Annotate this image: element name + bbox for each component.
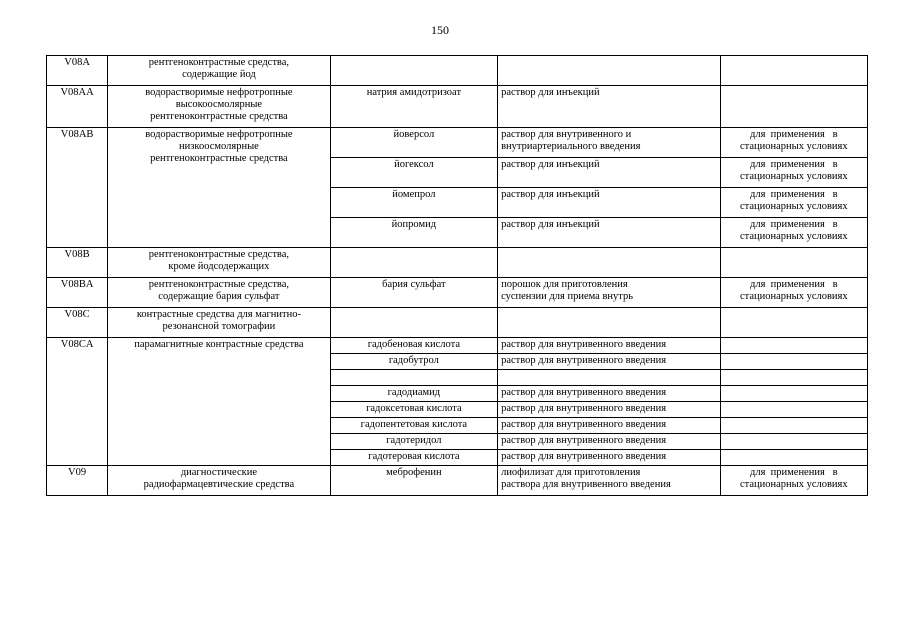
note-cell: [720, 278, 867, 308]
atc-code-cell: V08AA: [47, 86, 108, 128]
form-line: раствор для инъекций: [501, 219, 600, 230]
dosage-form-cell: [498, 466, 721, 496]
group-name-cell: [108, 248, 331, 278]
group-line: рентгеноконтрастные средства: [150, 153, 288, 164]
dosage-form-cell: [498, 370, 721, 386]
note-cell: [720, 338, 867, 354]
table-row: [47, 278, 868, 308]
form-line: раствор для инъекций: [501, 87, 600, 98]
dosage-form-cell: [498, 248, 721, 278]
group-line: парамагнитные контрастные средства: [134, 339, 304, 350]
table-row: [47, 466, 868, 496]
drug-name-cell: натрия амидотризоат: [330, 86, 497, 128]
dosage-form-cell: [498, 86, 721, 128]
atc-code-cell: V08A: [47, 56, 108, 86]
drug-name-cell: [330, 248, 497, 278]
note-cell: [720, 188, 867, 218]
group-name-cell: [108, 338, 331, 466]
note-cell: [720, 158, 867, 188]
group-line: рентгеноконтрастные средства,: [148, 57, 290, 68]
atc-code-cell: V09: [47, 466, 108, 496]
drug-name-cell: йогексол: [330, 158, 497, 188]
note-cell: [720, 86, 867, 128]
table-row: [47, 248, 868, 278]
table-row: [47, 338, 868, 354]
dosage-form-cell: [498, 56, 721, 86]
note-cell: [720, 418, 867, 434]
form-line: внутриартериального введения: [501, 141, 641, 152]
table-row: [47, 308, 868, 338]
page-number: 150: [431, 23, 449, 37]
drug-name-cell: меброфенин: [330, 466, 497, 496]
table-row: [47, 128, 868, 158]
note-line: для применения в: [749, 279, 838, 290]
group-name-cell: [108, 308, 331, 338]
atc-code-cell: V08BA: [47, 278, 108, 308]
note-cell: [720, 218, 867, 248]
note-cell: [720, 386, 867, 402]
group-line: диагностические: [180, 467, 257, 478]
group-line: рентгеноконтрастные средства,: [148, 279, 290, 290]
group-name-cell: [108, 466, 331, 496]
group-line: низкоосмолярные: [179, 141, 259, 152]
form-line: лиофилизат для приготовления: [501, 467, 641, 478]
drug-name-cell: йопромид: [330, 218, 497, 248]
group-name-cell: [108, 56, 331, 86]
form-line: суспензии для приема внутрь: [501, 291, 634, 302]
group-name-cell: [108, 128, 331, 248]
note-line: стационарных условиях: [739, 231, 848, 242]
table-row: [47, 56, 868, 86]
drug-name-cell: [330, 56, 497, 86]
drug-name-cell: бария сульфат: [330, 278, 497, 308]
dosage-form-cell: [498, 218, 721, 248]
group-line: резонансной томографии: [162, 321, 276, 332]
dosage-form-cell: раствор для внутривенного введения: [498, 418, 721, 434]
note-cell: [720, 354, 867, 370]
note-cell: [720, 370, 867, 386]
form-line: раствор для инъекций: [501, 189, 600, 200]
drug-name-cell: гадодиамид: [330, 386, 497, 402]
group-line: рентгеноконтрастные средства,: [148, 249, 290, 260]
drug-classification-table: [46, 55, 868, 496]
drug-name-cell: йоверсол: [330, 128, 497, 158]
dosage-form-cell: [498, 158, 721, 188]
form-line: раствор для внутривенного и: [501, 129, 632, 140]
note-line: стационарных условиях: [739, 171, 848, 182]
note-cell: [720, 402, 867, 418]
note-cell: [720, 248, 867, 278]
dosage-form-cell: раствор для внутривенного введения: [498, 434, 721, 450]
dosage-form-cell: раствор для внутривенного введения: [498, 386, 721, 402]
note-cell: [720, 450, 867, 466]
note-cell: [720, 434, 867, 450]
group-name-cell: [108, 86, 331, 128]
note-line: для применения в: [749, 129, 838, 140]
group-line: высокоосмолярные: [175, 99, 263, 110]
group-name-cell: [108, 278, 331, 308]
dosage-form-cell: раствор для внутривенного введения: [498, 450, 721, 466]
group-line: водорастворимые нефротропные: [145, 129, 293, 140]
dosage-form-cell: [498, 308, 721, 338]
note-cell: [720, 308, 867, 338]
drug-name-cell: йомепрол: [330, 188, 497, 218]
note-line: стационарных условиях: [739, 141, 848, 152]
dosage-form-cell: раствор для внутривенного введения: [498, 354, 721, 370]
table-row: [47, 86, 868, 128]
group-line: содержащие йод: [182, 69, 256, 80]
drug-name-cell: гадоксетовая кислота: [330, 402, 497, 418]
note-line: стационарных условиях: [739, 291, 848, 302]
dosage-form-cell: [498, 278, 721, 308]
atc-code-cell: V08CA: [47, 338, 108, 466]
drug-name-cell: [330, 370, 497, 386]
form-line: раствора для внутривенного введения: [501, 479, 671, 490]
note-cell: [720, 56, 867, 86]
note-line: для применения в: [749, 467, 838, 478]
atc-code-cell: V08AB: [47, 128, 108, 248]
dosage-form-cell: [498, 188, 721, 218]
form-line: порошок для приготовления: [501, 279, 628, 290]
drug-name-cell: гадотеридол: [330, 434, 497, 450]
form-line: раствор для инъекций: [501, 159, 600, 170]
group-line: контрастные средства для магнитно-: [136, 309, 301, 320]
dosage-form-cell: [498, 128, 721, 158]
group-line: содержащие бария сульфат: [158, 291, 280, 302]
note-cell: [720, 128, 867, 158]
group-line: кроме йодсодержащих: [168, 261, 270, 272]
note-line: для применения в: [749, 219, 838, 230]
note-line: для применения в: [749, 189, 838, 200]
drug-name-cell: гадопентетовая кислота: [330, 418, 497, 434]
drug-name-cell: гадобутрол: [330, 354, 497, 370]
drug-name-cell: гадотеровая кислота: [330, 450, 497, 466]
drug-name-cell: гадобеновая кислота: [330, 338, 497, 354]
dosage-form-cell: раствор для внутривенного введения: [498, 402, 721, 418]
group-line: радиофармацевтические средства: [143, 479, 295, 490]
group-line: водорастворимые нефротропные: [145, 87, 293, 98]
dosage-form-cell: раствор для внутривенного введения: [498, 338, 721, 354]
drug-name-cell: [330, 308, 497, 338]
atc-code-cell: V08C: [47, 308, 108, 338]
group-line: рентгеноконтрастные средства: [150, 111, 288, 122]
note-cell: [720, 466, 867, 496]
note-line: для применения в: [749, 159, 838, 170]
atc-code-cell: V08B: [47, 248, 108, 278]
note-line: стационарных условиях: [739, 479, 848, 490]
note-line: стационарных условиях: [739, 201, 848, 212]
